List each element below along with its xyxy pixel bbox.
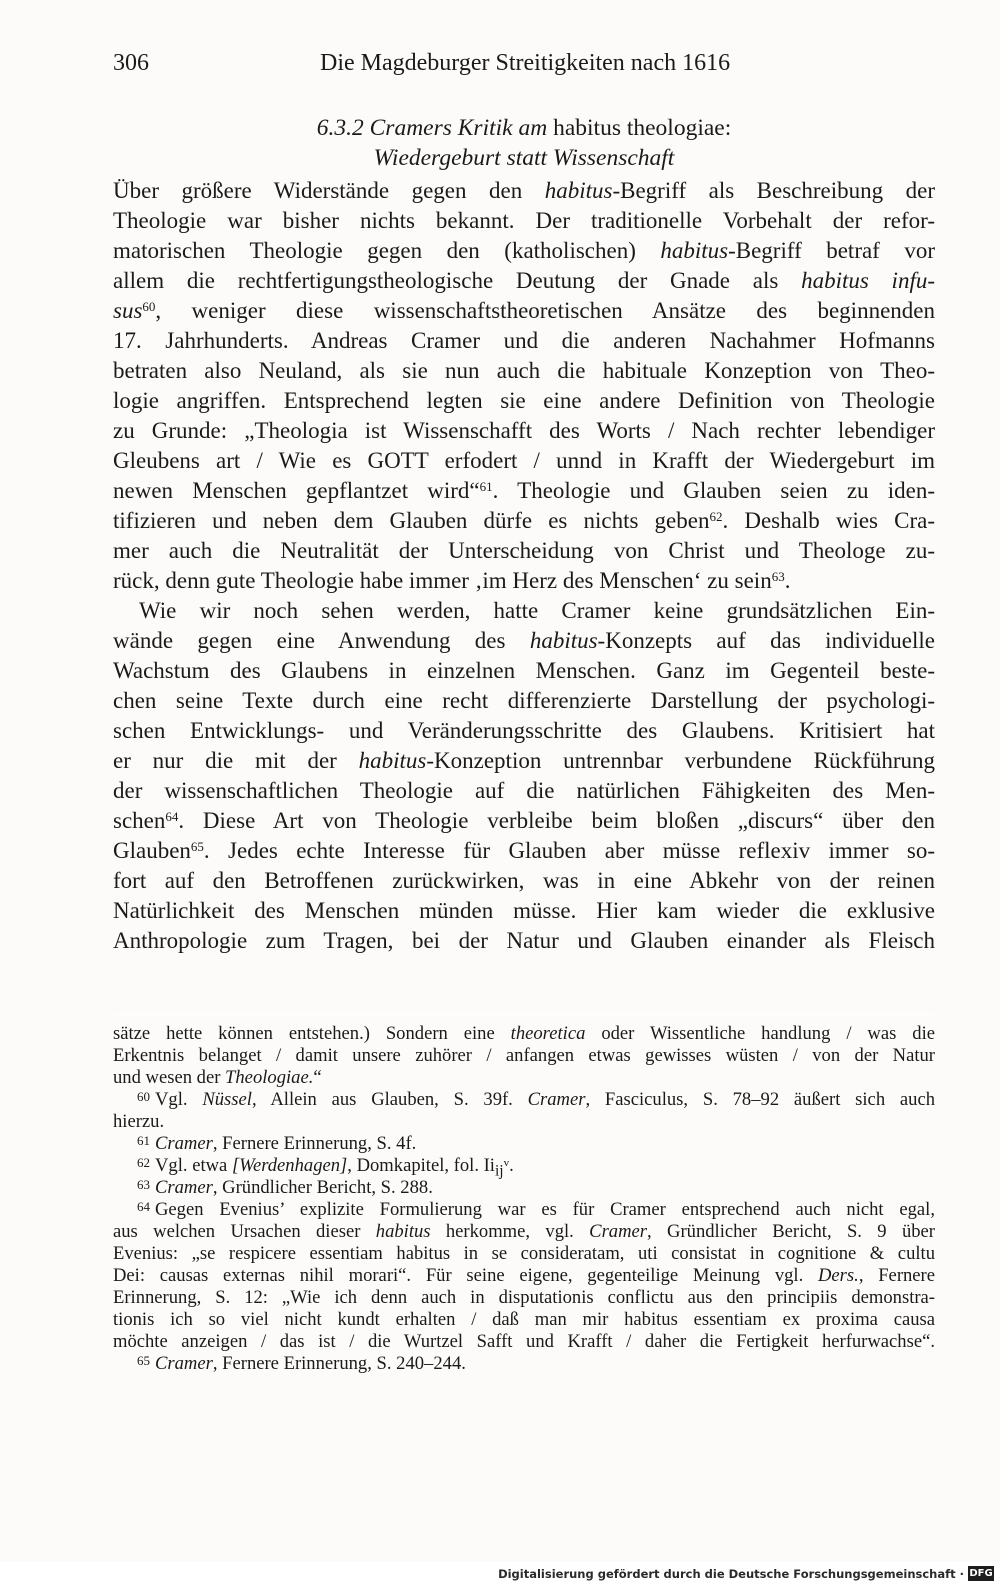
text-run: habitus [375, 1221, 431, 1242]
text-run: Theologie war bisher nichts bekannt. Der traditionelle Vorbehalt der refor- [113, 208, 935, 233]
body-text [113, 176, 935, 956]
text-run: Cramer [527, 1089, 586, 1110]
body-line [113, 296, 935, 326]
body-line [113, 656, 935, 686]
dfg-logo: DFG [969, 1568, 993, 1579]
text-run: schen Entwicklungs- und Veränderungsschritte des Glaubens. Kritisiert hat [113, 718, 935, 743]
footnote-ref: 63 [771, 569, 785, 584]
text-run: Dei: causas externas nihil morari“. Für seine eigene, gegenteilige Meinung vgl. [113, 1265, 818, 1286]
footnote-ref: 60 [137, 1089, 150, 1104]
text-run: tifizieren und neben dem Glauben dürfe es nichts geben [113, 508, 710, 533]
footnote-ref: 63 [137, 1177, 150, 1192]
footnote-line [113, 1287, 935, 1309]
section-heading [113, 113, 935, 173]
text-run: newen Menschen gepflantzet wird“ [113, 478, 480, 503]
text-run: -Konzepts auf das individuelle [597, 628, 936, 653]
body-line [113, 566, 935, 596]
body-line [113, 806, 935, 836]
text-run: -Konzeption untrennbar verbundene Rückführung [426, 748, 935, 773]
footnote-line [113, 1309, 935, 1331]
body-line [113, 266, 935, 296]
body-line [113, 356, 935, 386]
footnote-line [113, 1155, 935, 1180]
text-run: rück, denn gute Theologie habe immer ‚im Herz des Menschen‘ zu sein [113, 568, 772, 593]
body-line [113, 896, 935, 926]
body-line [113, 476, 935, 506]
body-line [113, 416, 935, 446]
digitization-credit: Digitalisierung gefördert durch die Deutsche Forschungsgemeinschaft · [498, 1567, 964, 1581]
footnote-line [113, 1111, 935, 1133]
footnote-ref: v [503, 1157, 510, 1169]
text-run: Vgl. etwa [155, 1155, 232, 1176]
text-run: mer auch die Neutralität der Unterscheidung von Christ und Theologe zu- [113, 538, 935, 563]
text-run: Wie wir noch sehen werden, hatte Cramer keine grundsätzlichen Ein- [139, 598, 935, 623]
body-line [113, 596, 935, 626]
text-run: habitus [358, 748, 427, 773]
text-run: Erkentnis belanget / damit unsere zuhörer / anfangen etwas gewisses wüsten / von der Natur [113, 1045, 935, 1066]
text-run: fort auf den Betroffenen zurückwirken, was in eine Abkehr von der reinen [113, 868, 935, 893]
body-line [113, 746, 935, 776]
text-run: wände gegen eine Anwendung des [113, 628, 530, 653]
footnote-ref: 65 [190, 839, 204, 854]
text-run: schen [113, 808, 166, 833]
footnote-ref: 65 [137, 1353, 150, 1368]
footnote-ref: 62 [137, 1155, 150, 1170]
footnote-line [113, 1199, 935, 1221]
digitization-footer [0, 1562, 1000, 1586]
footnote-line [113, 1221, 935, 1243]
text-run: habitus [660, 238, 729, 263]
text-run: “ [313, 1067, 322, 1088]
body-line [113, 776, 935, 806]
text-run: allem die rechtfertigungstheologische Deutung der Gnade als [113, 268, 802, 293]
body-line [113, 506, 935, 536]
body-line [113, 236, 935, 266]
text-run: . [784, 568, 791, 593]
text-run: er nur die mit der [113, 748, 359, 773]
text-run: Natürlichkeit des Menschen münden müsse. Hier kam wieder die exklusive [113, 898, 935, 923]
text-run: , Fernere [858, 1265, 935, 1286]
body-line [113, 866, 935, 896]
body-line [113, 836, 935, 866]
text-run: -Begriff betraf vor [728, 238, 935, 263]
text-run: logie angriffen. Entsprechend legten sie eine andere Definition von Theologie [113, 388, 935, 413]
footnote-rule [113, 1014, 935, 1015]
text-run: . Jedes echte Interesse für Glauben aber müsse reflexiv immer so- [203, 838, 935, 863]
footnote-line [113, 1177, 935, 1199]
text-run: , Fasciculus, S. 78–92 äußert sich auch [585, 1089, 936, 1110]
text-run: habitus [529, 628, 598, 653]
footnote-line [113, 1353, 935, 1375]
text-run: betraten also Neuland, als sie nun auch die habituale Konzeption von Theo- [113, 358, 935, 383]
body-line [113, 176, 935, 206]
footnote-line [113, 1089, 935, 1111]
text-run: theoretica [510, 1023, 586, 1044]
footnote-line [113, 1243, 935, 1265]
text-run: und wesen der [113, 1067, 226, 1088]
footnote-ref: 64 [137, 1199, 150, 1214]
text-run: . [509, 1155, 514, 1176]
text-run: , Domkapitel, fol. Ii [347, 1155, 495, 1176]
footnote-line [113, 1133, 935, 1155]
text-run: . Deshalb wies Cra- [722, 508, 935, 533]
footnote-ref: 64 [165, 809, 179, 824]
text-run: habitus [544, 178, 613, 203]
text-run: chen seine Texte durch eine recht differenzierte Darstellung der psychologi- [113, 688, 935, 713]
text-run: sus [113, 298, 143, 323]
text-run: matorischen Theologie gegen den (katholischen) [113, 238, 661, 263]
footnote-ref: 61 [479, 479, 493, 494]
text-run: , Gründlicher Bericht, S. 9 über [647, 1221, 935, 1242]
text-run: Theologiae. [225, 1067, 314, 1088]
text-run: [Werdenhagen] [231, 1155, 348, 1176]
text-run: -Begriff als Beschreibung der [612, 178, 935, 203]
text-run: Nüssel [202, 1089, 252, 1110]
body-line [113, 326, 935, 356]
text-run: zu Grunde: „Theologia ist Wissenschafft des Worts / Nach rechter lebendiger [113, 418, 935, 443]
text-run: der wissenschaftlichen Theologie auf die natürlichen Fähigkeiten des Men- [113, 778, 935, 803]
footnote-line [113, 1331, 935, 1353]
text-run: möchte anzeigen / das ist / die Wurtzel Safft und Krafft / daher die Fertigkeit herfurwachse“. [113, 1331, 935, 1352]
text-run: Vgl. [155, 1089, 203, 1110]
footnote-line [113, 1067, 935, 1089]
text-run: aus welchen Ursachen dieser [113, 1221, 376, 1242]
text-run: herkomme, vgl. [430, 1221, 590, 1242]
text-run: Wachstum des Glaubens in einzelnen Menschen. Ganz im Gegenteil beste- [113, 658, 935, 683]
body-line [113, 926, 935, 956]
text-run: Gleubens art / Wie es GOTT erfodert / unnd in Krafft der Wiedergeburt im [113, 448, 935, 473]
section-number: 6.3.2 [316, 115, 364, 141]
running-header [113, 50, 935, 84]
text-run: Erinnerung, S. 12: „Wie ich denn auch in disputationis conflictu aus den principiis demonstra- [113, 1287, 935, 1308]
text-run: 17. Jahrhunderts. Andreas Cramer und die anderen Nachahmer Hofmanns [113, 328, 935, 353]
footnote-line [113, 1265, 935, 1287]
text-run: oder Wissentliche handlung / was die [585, 1023, 936, 1044]
body-line [113, 686, 935, 716]
text-run: hierzu. [113, 1111, 165, 1132]
section-title-roman: habitus theologiae: [553, 115, 732, 141]
page-number: 306 [113, 50, 149, 76]
body-line [113, 536, 935, 566]
text-run: habitus infu- [801, 268, 936, 293]
text-run: . Theologie und Glauben seien zu iden- [492, 478, 935, 503]
footnote-ref: 62 [709, 509, 723, 524]
text-run: Evenius: „se respicere essentiam habitus in se consideratam, uti consistat in cognitione & cultu [113, 1243, 935, 1264]
text-run: Cramer [155, 1353, 213, 1374]
text-run: , Fernere Erinnerung, S. 4f. [212, 1133, 417, 1154]
body-line [113, 716, 935, 746]
body-line [113, 626, 935, 656]
footnotes [113, 1023, 935, 1375]
text-run: sätze hette können entstehen.) Sondern eine [113, 1023, 511, 1044]
text-run: . Diese Art von Theologie verbleibe beim bloßen „discurs“ über den [178, 808, 935, 833]
running-title: Die Magdeburger Streitigkeiten nach 1616 [320, 50, 731, 76]
section-subtitle: Wiedergeburt statt Wissenschaft [373, 145, 675, 171]
text-run: ij [494, 1162, 504, 1180]
text-run: , Gründlicher Bericht, S. 288. [212, 1177, 433, 1198]
text-run: Ders. [818, 1265, 859, 1286]
text-run: tionis ich so viel nicht kundt erhalten / daß man mir habitus essentiam ex proxima causa [113, 1309, 935, 1330]
body-line [113, 386, 935, 416]
body-line [113, 206, 935, 236]
footnote-line [113, 1045, 935, 1067]
footnote-ref: 61 [137, 1133, 150, 1148]
text-run: Glauben [113, 838, 191, 863]
body-line [113, 446, 935, 476]
text-run: Über größere Widerstände gegen den [113, 178, 545, 203]
text-run: Cramer [155, 1177, 213, 1198]
text-run: , Allein aus Glauben, S. 39f. [251, 1089, 528, 1110]
text-run: Anthropologie zum Tragen, bei der Natur und Glauben einander als Fleisch [113, 928, 935, 953]
footnote-line [113, 1023, 935, 1045]
text-run: Gegen Evenius’ explizite Formulierung war es für Cramer entsprechend auch nicht egal, [155, 1199, 935, 1220]
text-run: , Fernere Erinnerung, S. 240–244. [212, 1353, 466, 1374]
section-title-italic: Cramers Kritik am [369, 115, 548, 141]
section-title [113, 113, 935, 143]
text-run: , weniger diese wissenschaftstheoretischen Ansätze des beginnenden [155, 298, 935, 323]
text-run: Cramer [155, 1133, 213, 1154]
footnote-ref: 60 [142, 299, 156, 314]
text-run: Cramer [589, 1221, 648, 1242]
